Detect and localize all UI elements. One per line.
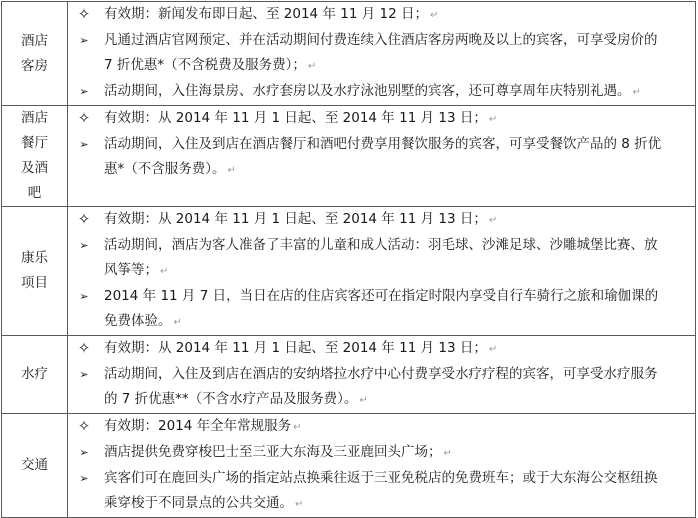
item-text: 宾客们可在鹿回头广场的指定站点换乘往返于三亚免税店的免费班车；或于大东海公交枢纽换乘穿梭于不同景点的公共交通。 bbox=[104, 470, 658, 511]
list-item bbox=[68, 28, 695, 79]
list-item bbox=[68, 414, 695, 440]
category-label: 交通 bbox=[21, 457, 48, 473]
paragraph-mark-icon: ↵ bbox=[429, 10, 439, 21]
item-text: 酒店提供免费穿梭巴士至三亚大东海及三亚鹿回头广场； bbox=[104, 444, 442, 460]
category-label: 康乐项目 bbox=[21, 250, 48, 291]
diamond-bullet-icon: ✧ bbox=[77, 5, 91, 23]
list-item bbox=[68, 284, 695, 335]
paragraph-mark-icon: ↵ bbox=[359, 395, 368, 406]
item-text: 活动期间，入住及到店在酒店餐厅和酒吧付费享用餐饮服务的宾客，可享受餐饮产品的 8 折优惠*（不含服务费）。 bbox=[104, 136, 662, 177]
item-text: 有效期：从 2014 年 11 月 1 日起、至 2014 年 11 月 13 日； bbox=[104, 110, 487, 126]
item-text: 有效期：从 2014 年 11 月 1 日起、至 2014 年 11 月 13 日； bbox=[104, 340, 487, 356]
table-row-spa bbox=[2, 336, 696, 414]
item-text: 凡通过酒店官网预定、并在活动期间付费连续入住酒店客房两晚及以上的宾客，可享受房价的 7 折优惠*（不含税费及服务费）； bbox=[104, 32, 658, 73]
item-text: 活动期间，酒店为客人准备了丰富的儿童和成人活动：羽毛球、沙滩足球、沙雕城堡比赛、放风筝等； bbox=[104, 237, 658, 278]
list-item bbox=[68, 336, 695, 362]
paragraph-mark-icon: ↵ bbox=[160, 266, 169, 277]
list-item bbox=[68, 440, 695, 466]
list-item bbox=[68, 2, 695, 28]
paragraph-mark-icon: ↵ bbox=[488, 114, 498, 125]
arrow-bullet-icon: ➢ bbox=[79, 368, 89, 381]
arrow-bullet-icon: ➢ bbox=[79, 239, 89, 252]
diamond-bullet-icon: ✧ bbox=[77, 417, 91, 435]
arrow-bullet-icon: ➢ bbox=[79, 472, 89, 485]
content-cell bbox=[68, 207, 696, 336]
list-item bbox=[68, 233, 695, 284]
arrow-bullet-icon: ➢ bbox=[79, 446, 89, 459]
list-item bbox=[68, 362, 695, 413]
diamond-bullet-icon: ✧ bbox=[77, 210, 91, 228]
diamond-bullet-icon: ✧ bbox=[77, 339, 91, 357]
content-cell bbox=[68, 414, 696, 518]
arrow-bullet-icon: ➢ bbox=[79, 290, 89, 303]
category-cell bbox=[2, 336, 68, 414]
paragraph-mark-icon: ↵ bbox=[173, 317, 182, 328]
table-row-recreation bbox=[2, 207, 696, 336]
list-item bbox=[68, 207, 695, 233]
item-text: 2014 年 11 月 7 日，当日在店的住店宾客还可在指定时限内享受自行车骑行之旅和瑜伽课的免费体验。 bbox=[104, 288, 659, 329]
list-item bbox=[68, 79, 695, 105]
category-label: 酒店餐厅及酒吧 bbox=[21, 110, 48, 201]
table-row-hotel-rooms bbox=[2, 2, 696, 106]
paragraph-mark-icon: ↵ bbox=[488, 215, 498, 226]
category-label: 水疗 bbox=[21, 366, 48, 382]
arrow-bullet-icon: ➢ bbox=[79, 34, 89, 47]
paragraph-mark-icon: ↵ bbox=[295, 499, 304, 510]
item-text: 活动期间，入住海景房、水疗套房以及水疗泳池别墅的宾客，还可尊享周年庆特别礼遇。 bbox=[104, 83, 631, 99]
category-label: 酒店客房 bbox=[21, 32, 48, 74]
table-row-transport bbox=[2, 414, 696, 518]
item-text: 有效期：2014 年全年常规服务 bbox=[104, 418, 292, 434]
paragraph-mark-icon: ↵ bbox=[632, 87, 641, 98]
content-cell bbox=[68, 336, 696, 414]
arrow-bullet-icon: ➢ bbox=[79, 138, 89, 151]
table-row-restaurant-bar bbox=[2, 106, 696, 207]
paragraph-mark-icon: ↵ bbox=[293, 422, 302, 433]
arrow-bullet-icon: ➢ bbox=[79, 85, 89, 98]
category-cell bbox=[2, 2, 68, 106]
category-cell bbox=[2, 106, 68, 207]
content-cell bbox=[68, 106, 696, 207]
paragraph-mark-icon: ↵ bbox=[227, 165, 236, 176]
paragraph-mark-icon: ↵ bbox=[443, 448, 452, 459]
list-item bbox=[68, 466, 695, 517]
category-cell bbox=[2, 414, 68, 518]
category-cell bbox=[2, 207, 68, 336]
item-text: 有效期：从 2014 年 11 月 1 日起、至 2014 年 11 月 13 日； bbox=[104, 211, 487, 227]
diamond-bullet-icon: ✧ bbox=[77, 109, 91, 127]
promotion-table bbox=[1, 1, 696, 518]
list-item bbox=[68, 106, 695, 132]
item-text: 活动期间，入住及到店在酒店的安纳塔拉水疗中心付费享受水疗疗程的宾客，可享受水疗服务的 7 折优惠**（不含水疗产品及服务费）。 bbox=[104, 366, 658, 407]
promotion-table-body bbox=[2, 2, 696, 518]
paragraph-mark-icon: ↵ bbox=[488, 344, 498, 355]
content-cell bbox=[68, 2, 696, 106]
paragraph-mark-icon: ↵ bbox=[307, 61, 317, 72]
item-text: 有效期：新闻发布即日起、至 2014 年 11 月 12 日； bbox=[104, 6, 428, 22]
list-item bbox=[68, 132, 695, 183]
